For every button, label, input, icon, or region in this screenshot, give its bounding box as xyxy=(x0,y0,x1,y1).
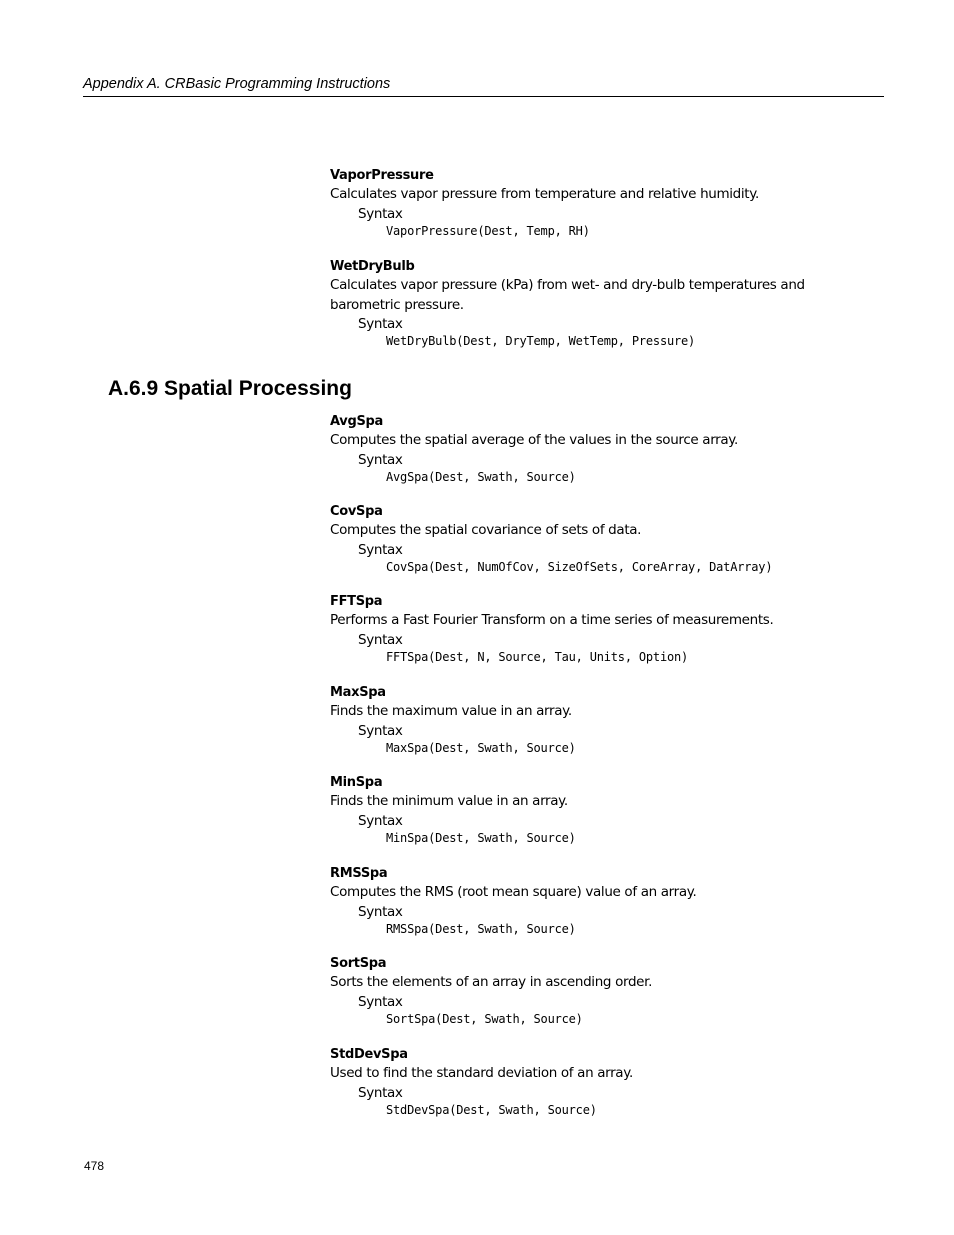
syntax-label: Syntax xyxy=(358,993,403,1010)
entry-description: Calculates vapor pressure from temperature and relative humidity. xyxy=(330,186,759,202)
entry-maxspa xyxy=(330,683,870,756)
entry-title: SortSpa xyxy=(330,956,387,971)
running-header: Appendix A. CRBasic Programming Instructions xyxy=(83,76,391,92)
syntax-code: VaporPressure(Dest, Temp, RH) xyxy=(386,223,590,238)
syntax-code: MinSpa(Dest, Swath, Source) xyxy=(386,830,576,845)
syntax-label: Syntax xyxy=(358,722,403,739)
entry-vaporpressure xyxy=(330,166,870,239)
entry-description: Used to find the standard deviation of an array. xyxy=(330,1065,633,1081)
syntax-code: StdDevSpa(Dest, Swath, Source) xyxy=(386,1102,597,1117)
entry-description: Performs a Fast Fourier Transform on a time series of measurements. xyxy=(330,612,774,628)
syntax-label: Syntax xyxy=(358,631,403,648)
entry-title: VaporPressure xyxy=(330,168,434,183)
entry-sortspa xyxy=(330,954,870,1027)
syntax-code: RMSSpa(Dest, Swath, Source) xyxy=(386,921,576,936)
entry-description: Sorts the elements of an array in ascending order. xyxy=(330,974,653,990)
syntax-code: SortSpa(Dest, Swath, Source) xyxy=(386,1011,583,1026)
section-heading: A.6.9 Spatial Processing xyxy=(108,377,352,400)
entry-description: Finds the maximum value in an array. xyxy=(330,703,572,719)
entry-description: Computes the RMS (root mean square) value of an array. xyxy=(330,884,697,900)
entry-title: CovSpa xyxy=(330,504,383,519)
syntax-label: Syntax xyxy=(358,812,403,829)
entry-title: WetDryBulb xyxy=(330,259,415,274)
entry-rmsspa xyxy=(330,864,870,937)
page-number: 478 xyxy=(84,1159,105,1173)
syntax-code: CovSpa(Dest, NumOfCov, SizeOfSets, CoreArray, DatArray) xyxy=(386,559,773,574)
entry-description: Finds the minimum value in an array. xyxy=(330,793,568,809)
entry-minspa xyxy=(330,773,870,846)
header-rule xyxy=(83,96,884,97)
entry-description: Calculates vapor pressure (kPa) from wet- and dry-bulb temperatures and barometric pressure. xyxy=(330,277,805,313)
syntax-label: Syntax xyxy=(358,1084,403,1101)
entry-title: RMSSpa xyxy=(330,866,388,881)
syntax-code: FFTSpa(Dest, N, Source, Tau, Units, Option) xyxy=(386,649,689,664)
entry-title: FFTSpa xyxy=(330,594,383,609)
entry-title: StdDevSpa xyxy=(330,1047,408,1062)
syntax-label: Syntax xyxy=(358,316,403,332)
syntax-code: MaxSpa(Dest, Swath, Source) xyxy=(386,740,576,755)
entry-title: AvgSpa xyxy=(330,414,384,429)
entry-covspa xyxy=(330,502,870,575)
entry-description: Computes the spatial covariance of sets of data. xyxy=(330,522,642,538)
syntax-code: AvgSpa(Dest, Swath, Source) xyxy=(386,469,576,484)
entry-title: MinSpa xyxy=(330,775,383,790)
entry-stddevspa xyxy=(330,1045,870,1118)
syntax-label: Syntax xyxy=(358,903,403,920)
syntax-label: Syntax xyxy=(358,541,403,558)
entry-description: Computes the spatial average of the values in the source array. xyxy=(330,432,738,448)
entry-wetdrybulb xyxy=(330,257,870,349)
entry-fftspa xyxy=(330,592,870,665)
entry-avgspa xyxy=(330,412,870,485)
syntax-code: WetDryBulb(Dest, DryTemp, WetTemp, Pressure) xyxy=(386,334,696,348)
syntax-label: Syntax xyxy=(358,205,403,222)
syntax-label: Syntax xyxy=(358,451,403,468)
entry-title: MaxSpa xyxy=(330,685,386,700)
